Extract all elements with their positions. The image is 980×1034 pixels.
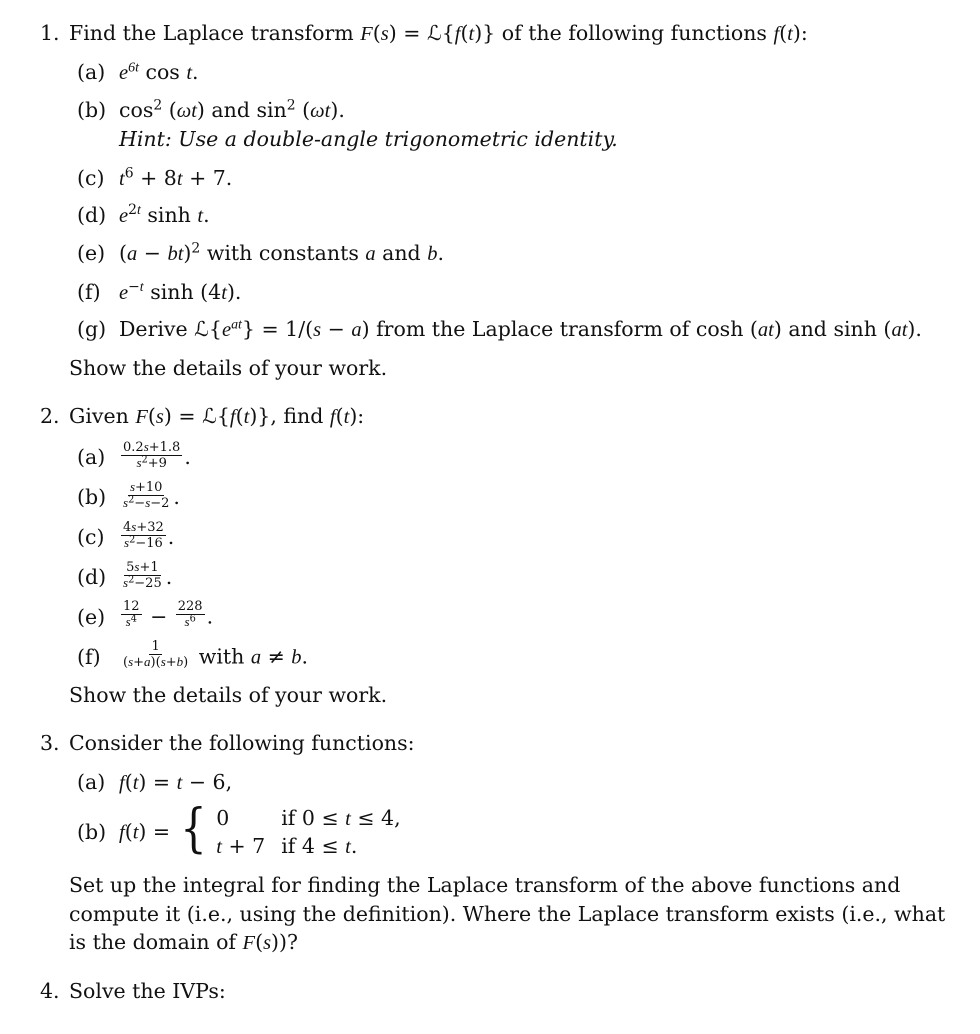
problem-3-closing-line-1: Set up the integral for finding the Laplace transform of the above functions and	[69, 873, 901, 897]
problem-1-item-e: (e) (a − bt)$^2$ with constants a and b.	[77, 240, 444, 265]
problem-1-item-f: (f) $e^{-t}$ sinh (4t).	[77, 279, 242, 304]
item-label: (b)	[77, 819, 107, 844]
problem-1-item-g: (g) Derive $ℒ\{e^{at}\} = 1/(s - a)$ from the Laplace transform of cosh (at) and sinh (at).	[77, 317, 922, 341]
problem-4-intro: Solve the IVPs:	[69, 979, 226, 1003]
problem-2-item-c: (c) $\frac{4s+32}{s^2-16}$ .	[77, 519, 175, 551]
brace: {	[179, 799, 207, 859]
item-label: (f)	[77, 280, 101, 304]
problem-2-item-f: (f) $\frac{1}{(s+a)(s+b)}$ with a ≠ b.	[77, 639, 309, 670]
item-label: (b)	[77, 485, 107, 509]
item-label: (g)	[77, 317, 107, 341]
item-label: (a)	[77, 445, 106, 469]
problem-2-item-d: (d) $\frac{5s+1}{s^2-25}$ .	[77, 559, 173, 591]
problem-number: 2.	[40, 404, 60, 428]
problem-1-item-a: (a) $e^{6t}$ cos t.	[77, 60, 199, 84]
problem-3-closing-line-2: compute it (i.e., using the definition). Where the Laplace transform exists (i.e., what	[69, 902, 946, 926]
item-label: (a)	[77, 60, 106, 84]
problem-1-item-c: (c) $t^6 + 8t + 7$.	[77, 165, 233, 190]
item-label: (c)	[77, 525, 105, 549]
problem-1-hint: Hint: Use a double-angle trigonometric identity.	[119, 127, 618, 151]
problem-1-item-d: (d) $e^{2t}$ sinh t.	[77, 202, 210, 227]
item-label: (e)	[77, 241, 106, 265]
item-label: (b)	[77, 98, 107, 122]
item-label: (e)	[77, 604, 106, 629]
problem-4-heading	[40, 978, 226, 1004]
problem-3-heading	[40, 730, 415, 756]
item-label: (d)	[77, 565, 107, 589]
item-label: (f)	[77, 644, 101, 669]
problem-number: 1.	[40, 21, 60, 45]
item-label: (a)	[77, 770, 106, 794]
piecewise-cases: 0 if 0 ≤ t ≤ 4, t + 7 if 4 ≤ t.	[216, 806, 401, 858]
problem-3-item-a: (a) f(t) = t − 6,	[77, 770, 233, 794]
problem-number: 3.	[40, 731, 60, 755]
problem-2-item-b: (b) $\frac{s+10}{s^2-s-2}$ .	[77, 479, 180, 511]
problem-1-item-b: (b) $\cos^2 (\omega t)$ and $\sin^2 (\omega t)$.	[77, 97, 345, 122]
problem-3-closing-line-3: is the domain of F(s))?	[69, 930, 299, 954]
problem-1-heading: 1. Find the Laplace transform F(s) = ℒ{f(t)} of the following functions f(t):	[40, 21, 808, 45]
problem-2-item-e: (e) $\frac{12}{s^4}$ − $\frac{228}{s^6}$ .	[77, 599, 214, 629]
problem-3-intro: Consider the following functions:	[69, 731, 415, 755]
item-label: (c)	[77, 166, 105, 190]
problem-1-closing: Show the details of your work.	[69, 356, 388, 380]
problem-number: 4.	[40, 979, 60, 1003]
problem-2-closing: Show the details of your work.	[69, 683, 388, 707]
problem-2-heading: 2. Given F(s) = ℒ{f(t)}, find f(t):	[40, 404, 365, 428]
problem-3-item-b: (b) f(t) = { 0 if 0 ≤ t ≤ 4, t + 7 if 4 ≤ t.	[77, 799, 401, 859]
item-label: (d)	[77, 203, 107, 227]
problem-2-item-a: (a) $\frac{0.2s+1.8}{s^2+9}$ .	[77, 439, 191, 471]
